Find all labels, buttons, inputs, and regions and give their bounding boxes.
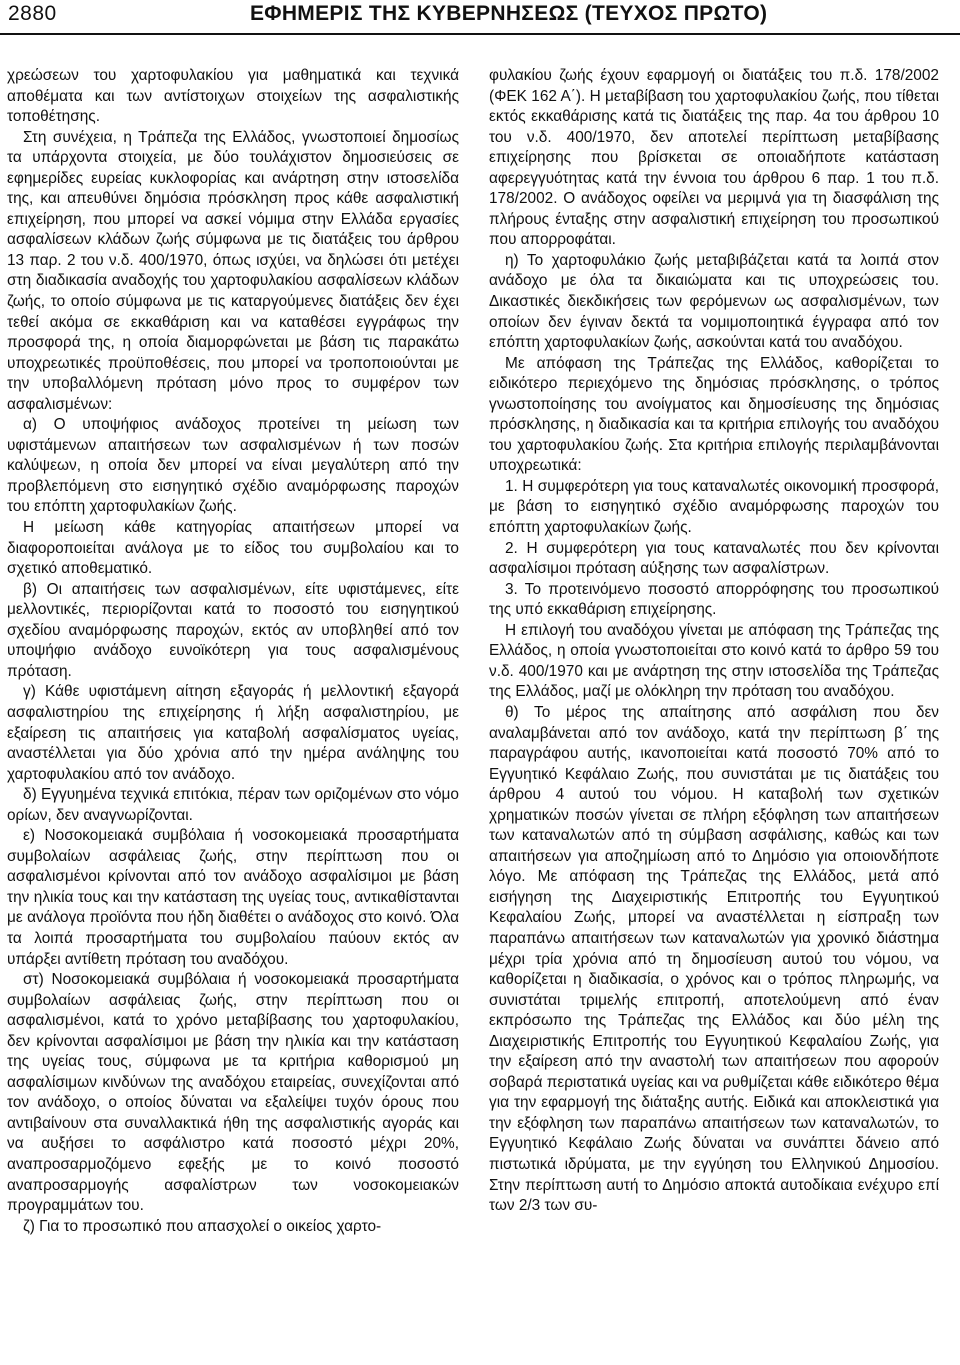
paragraph: στ) Νοσοκομειακά συμβόλαια ή νοσοκομειακά προσαρτήματα συμβολαίων ασφάλειας ζωής, στην περίπτωση που οι ασφαλισμένοι, κατά το χρόνο μεταβίβασης του χαρτοφυλακίου, δεν κρίνονται ασφαλίσιμοι με βάση την ηλικία και την κατάσταση της υγείας τους, σύμφωνα με τα κριτήρια καθορισμού μη ασφαλίσιμων κινδύνων της αναδόχου εταιρείας, συνεχίζονται από τον ανάδοχο, ο οποίος δύναται να εξαλείψει τυχόν όρους που αντιβαίνουν στα συναλλακτικά ήθη της ασφαλιστικής αγοράς και να αυξήσει το ασφάλιστρο κατά ποσοστό μέχρι 20%, αναπροσαρμοζόμενο εφεξής με το κοινό ποσοστό αναπροσαρμογής ασφαλίστρων των νοσοκομειακών προγραμμάτων του. — [7, 971, 459, 1215]
paragraph: η) Το χαρτοφυλάκιο ζωής μεταβιβάζεται κατά τα λοιπά στον ανάδοχο με όλα τα δικαιώματα και τις υποχρεώσεις του. Δικαστικές διεκδικήσεις των φερόμενων ως ασφαλισμένων, των οποίων δεν έγιναν δεκτά τα νομιμοποιητικά έγγραφα από τον επόπτη χαρτοφυλακίων ζωής, ασκούνται κατά του αναδόχου. — [489, 251, 939, 352]
page-number: 2880 — [8, 2, 57, 25]
right-column — [489, 66, 939, 1217]
paragraph: Η επιλογή του αναδόχου γίνεται με απόφαση της Τράπεζας της Ελλάδος, η οποία γνωστοποιείται στο κοινό κατά το άρθρο 59 του ν.δ. 400/1970 και με ανάρτηση της στην ιστοσελίδα της Τράπεζας της Ελλάδος, μαζί με ολόκληρη την πρόταση του αναδόχου. — [489, 621, 939, 701]
paragraph: θ) Το μέρος της απαίτησης από ασφάλιση που δεν αναλαμβάνεται από τον ανάδοχο, κατά την περίπτωση β΄ της παραγράφου αυτής, ικανοποιείται κατά ποσοστό 70% από το Εγγυητικό Κεφάλαιο Ζωής, που συνιστάται με τις διατάξεις του άρθρου 4 αυτού του νόμου. Η καταβολή των σχετικών χρηματικών ποσών γίνεται σε πλήρη εξόφληση των απαιτήσεων των καταναλωτών από τη σύμβαση ασφάλισης, καθώς και των απαιτήσεων για αποζημίωση από το Δημόσιο για οποιονδήποτε λόγο. Με απόφαση της Τράπεζας της Ελλάδος, μετά από εισήγηση της Διαχειριστικής Επιτροπής του Εγγυητικού Κεφαλαίου Ζωής, μπορεί να αναστέλλεται η είσπραξη των παραπάνω απαιτήσεων των καταναλωτών για χρονικό διάστημα μέχρι τρία χρόνια από τη δημοσίευση αυτού του νόμου, να καθορίζεται η διαδικασία, ο χρόνος και ο τρόπος πληρωμής, να συνιστάται τριμελής επιτροπή, αποτελούμενη από έναν εκπρόσωπο της Τράπεζας της Ελλάδος και δύο μέλη της Διαχειριστικής Επιτροπής του Εγγυητικού Κεφαλαίου Ζωής, για την εξαίρεση από την αναστολή των απαιτήσεων που αφορούν σοβαρά περιστατικά υγείας και να ρυθμίζεται κάθε ειδικότερο θέμα για την εφαρμογή της διάταξης αυτής. Ειδικά και αποκλειστικά για την εξόφληση των παραπάνω απαιτήσεων των καταναλωτών, το Εγγυητικό Κεφάλαιο Ζωής δύναται να συνάπτει δάνειο από πιστωτικά ιδρύματα, με την εγγύηση του Ελληνικού Δημοσίου. Στην περίπτωση αυτή το Δημόσιο αποκτά αυτοδίκαια ενέχυρο επί των 2/3 των συ- — [489, 703, 939, 1215]
paragraph: φυλακίου ζωής έχουν εφαρμογή οι διατάξεις του π.δ. 178/2002 (ΦΕΚ 162 Α΄). Η μεταβίβαση του χαρτοφυλακίου ζωής, που τίθεται εκτός εκκαθάρισης κατά τις διατάξεις της παρ. 4α του άρθρου 10 του ν.δ. 400/1970, δεν αποτελεί περίπτωση μεταβίβασης επιχείρησης που βρίσκεται σε οποιαδήποτε κατάσταση αφερεγγυότητας κατά την έννοια του άρθρου 6 παρ. 1 του π.δ. 178/2002. Ο ανάδοχος οφείλει να μεριμνά για τη διασφάλιση της πλήρους ένταξης στην ασφαλιστική επιχείρηση του προσωπικού που απορροφάται. — [489, 67, 939, 249]
paragraph: γ) Κάθε υφιστάμενη αίτηση εξαγοράς ή μελλοντική εξαγορά ασφαλιστηρίου της επιχείρησης ή λήξη ασφαλιστηρίου, με εξαίρεση τις απαιτήσεις για καταβολή ασφαλίσματος υγείας, αναστέλλεται για δύο χρόνια από την ημέρα ανάληψης του χαρτοφυλακίου από τον ανάδοχο. — [7, 683, 459, 783]
paragraph: Με απόφαση της Τράπεζας της Ελλάδος, καθορίζεται το ειδικότερο περιεχόμενο της δημόσιας πρόσκλησης, ο τρόπος γνωστοποίησης του ανοίγματος και δημοσίευσης της δημόσιας πρόσκλησης, η διαδικασία και τα κριτήρια επιλογής του αναδόχου του χαρτοφυλακίου ζωής. Στα κριτήρια επιλογής περιλαμβάνονται υποχρεωτικά: — [489, 354, 939, 475]
paragraph: δ) Εγγυημένα τεχνικά επιτόκια, πέραν των οριζομένων στο νόμο ορίων, δεν αναγνωρίζονται. — [7, 786, 459, 824]
paragraph: Η μείωση κάθε κατηγορίας απαιτήσεων μπορεί να διαφοροποιείται ανάλογα με το είδος του συμβολαίου και το σχετικό αποθεματικό. — [7, 519, 459, 578]
paragraph: 1. Η συμφερότερη για τους καταναλωτές οικονομική προσφορά, με βάση το εισηγητικό σχέδιο αναμόρφωσης παροχών του επόπτη χαρτοφυλακίων ζωής. — [489, 477, 939, 537]
paragraph: Στη συνέχεια, η Τράπεζα της Ελλάδος, γνωστοποιεί δημοσίως τα υπάρχοντα στοιχεία, με δύο τουλάχιστον δημοσιεύσεις σε εφημερίδες ευρείας κυκλοφορίας και ανάρτηση στην ιστοσελίδα της, και απευθύνει δημόσια πρόσκληση προς κάθε ασφαλιστική επιχείρηση, που μπορεί να ασκεί νόμιμα στην Ελλάδα εργασίες ασφαλίσεων κλάδων ζωής σύμφωνα με τις διατάξεις του άρθρου 13 παρ. 2 του ν.δ. 400/1970, όπως ισχύει, να δηλώσει ότι μετέχει στη διαδικασία αναδοχής του χαρτοφυλακίου ασφαλίσεων κλάδων ζωής, το οποίο σύμφωνα με τις καταργούμενες διατάξεις δεν έχει τεθεί ακόμα σε εκκαθάριση και να καταθέσει εγγράφως την προσφορά της, η οποία διαμορφώνεται με βάση τις παρακάτω υποχρεωτικές προϋποθέσεις, που μπορεί να τροποποιούνται με την υποβαλλόμενη πρόταση μόνο προς το συμφέρον των ασφαλισμένων: — [7, 128, 459, 413]
paragraph: 2. Η συμφερότερη για τους καταναλωτές που δεν κρίνονται ασφαλίσιμοι πρόταση αύξησης των ασφαλίστρων. — [489, 539, 939, 578]
header-rule — [0, 33, 960, 35]
running-head-title: ΕΦΗΜΕΡΙΣ ΤΗΣ ΚΥΒΕΡΝΗΣΕΩΣ (ΤΕΥΧΟΣ ΠΡΩΤΟ) — [250, 2, 768, 25]
paragraph: ζ) Για το προσωπικό που απασχολεί ο οικείος χαρτο- — [23, 1217, 382, 1235]
running-header — [0, 0, 960, 30]
paragraph: 3. Το προτεινόμενο ποσοστό απορρόφησης του προσωπικού της υπό εκκαθάριση επιχείρησης. — [489, 580, 939, 619]
paragraph: χρεώσεων του χαρτοφυλακίου για μαθηματικά και τεχνικά αποθέματα και των αντίστοιχων στοιχείων της ασφαλιστικής τοποθέτησης. — [7, 67, 459, 126]
paragraph: β) Οι απαιτήσεις των ασφαλισμένων, είτε υφιστάμενες, είτε μελλοντικές, περιορίζονται κατά το ποσοστό του εισηγητικού σχεδίου αναμόρφωσης παροχών, εκτός αν υποβληθεί από τον υποψήφιο ανάδοχο ευνοϊκότερη για τους ασφαλισμένους πρόταση. — [7, 580, 459, 680]
paragraph: ε) Νοσοκομειακά συμβόλαια ή νοσοκομειακά προσαρτήματα συμβολαίων ασφάλειας ζωής, στην περίπτωση που οι ασφαλισμένοι κρίνονται από τον ανάδοχο ασφαλίσιμοι με βάση την ηλικία τους και την κατάσταση της υγείας τους, αντικαθίστανται με ανάλογα προϊόντα που ήδη διαθέτει ο ανάδοχος στο κοινό. Όλα τα λοιπά προσαρτήματα του συμβολαίου παύουν εκτός αν υπάρξει αντίθετη πρόταση του αναδόχου. — [7, 827, 459, 968]
paragraph: α) Ο υποψήφιος ανάδοχος προτείνει τη μείωση των υφιστάμενων απαιτήσεων των ασφαλισμένων ή των ποσών καλύψεων, η οποία δεν μπορεί να είναι μεγαλύτερη από την προβλεπόμενη στο εισηγητικό σχέδιο αναμόρφωσης παροχών του επόπτη χαρτοφυλακίων ζωής. — [7, 416, 459, 516]
left-column — [7, 66, 459, 1237]
